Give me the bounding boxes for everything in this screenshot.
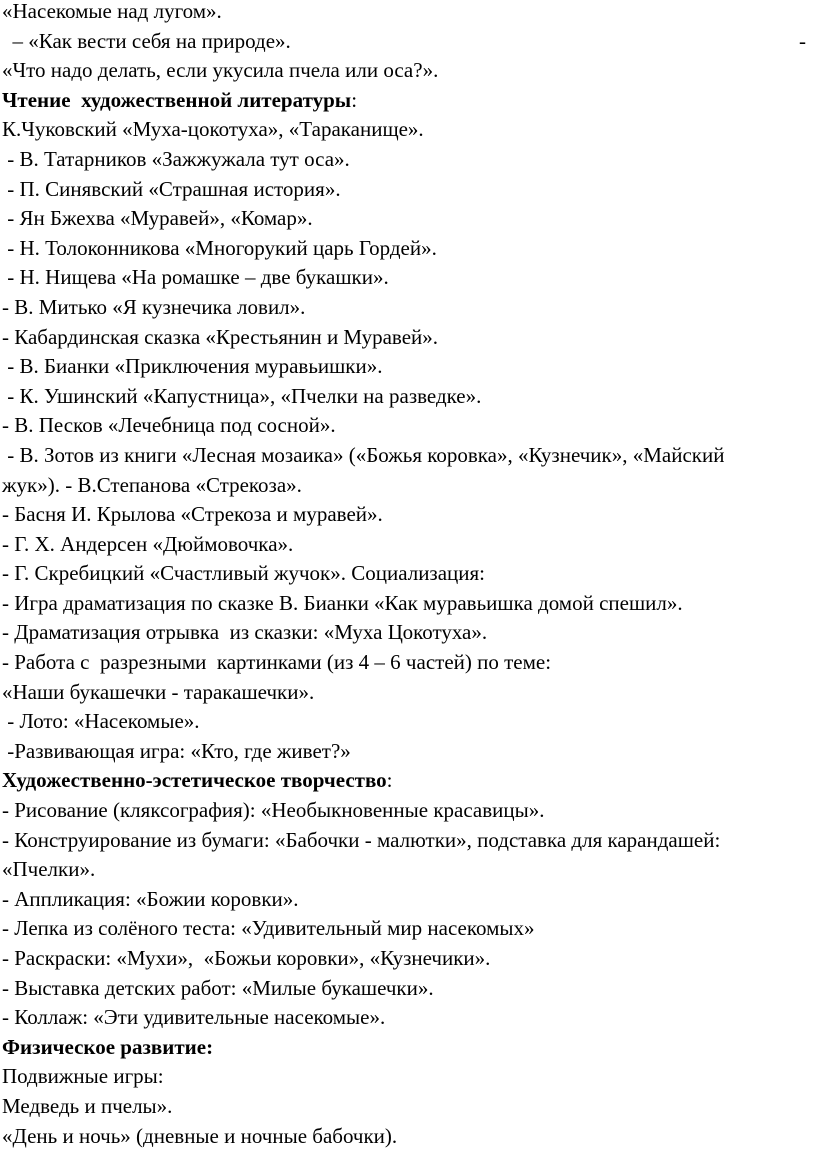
text-line	[2, 1122, 816, 1152]
list-item	[2, 441, 816, 471]
line-text: «Насекомые над лугом».	[2, 0, 222, 23]
line-text: - Аппликация: «Божии коровки».	[2, 886, 299, 911]
list-item	[2, 175, 816, 205]
list-item-continuation	[2, 471, 816, 501]
text-line	[2, 115, 816, 145]
section-heading-colon: :	[351, 87, 358, 112]
line-text: - В. Татарников «Зажжужала тут оса».	[2, 146, 350, 171]
list-item	[2, 411, 816, 441]
list-item	[2, 1003, 816, 1033]
line-text: – «Как вести себя на природе».	[2, 28, 291, 53]
list-item	[2, 234, 816, 264]
list-item	[2, 885, 816, 915]
text-line	[2, 1062, 816, 1092]
line-text: «Что надо делать, если укусила пчела или оса?».	[2, 58, 439, 83]
line-text: «Наши букашечки - таракашечки».	[2, 679, 315, 704]
text-line	[2, 27, 816, 57]
list-item	[2, 263, 816, 293]
line-text: - Коллаж: «Эти удивительные насекомые».	[2, 1005, 386, 1030]
list-item	[2, 500, 816, 530]
section-heading	[2, 1033, 816, 1063]
section-heading	[2, 766, 816, 796]
section-heading-bold: Чтение художественной литературы	[2, 87, 352, 112]
line-text: - Работа с разрезными картинками (из 4 – 6 частей) по теме:	[2, 650, 552, 675]
list-item	[2, 618, 816, 648]
line-text: - Раскраски: «Мухи», «Божьи коровки», «Кузнечики».	[2, 946, 491, 970]
list-item	[2, 352, 816, 382]
list-item	[2, 974, 816, 1004]
section-heading-colon: :	[386, 768, 393, 793]
list-item	[2, 559, 816, 589]
line-text: -Развивающая игра: «Кто, где живет?»	[2, 738, 351, 763]
section-heading	[2, 86, 816, 116]
list-item	[2, 204, 816, 234]
line-text: - В. Митько «Я кузнечика ловил».	[2, 294, 306, 319]
line-text: - Н. Нищева «На ромашке – две букашки».	[2, 265, 389, 290]
line-text: - В. Бианки «Приключения муравьишки».	[2, 354, 383, 379]
line-text: - Ян Бжехва «Муравей», «Комар».	[2, 206, 313, 231]
line-text: - Драматизация отрывка из сказки: «Муха Цокотуха».	[2, 620, 488, 645]
section-heading-bold: Художественно-эстетическое творчество	[2, 768, 387, 793]
line-text: - В. Зотов из книги «Лесная мозаика» («Божья коровка», «Кузнечик», «Майский	[2, 442, 725, 467]
section-heading-bold: Физическое развитие:	[2, 1034, 214, 1059]
line-text: «Пчелки».	[2, 857, 96, 882]
text-line	[2, 56, 816, 86]
line-text: - П. Синявский «Страшная история».	[2, 176, 341, 201]
list-item	[2, 796, 816, 826]
line-text: Подвижные игры:	[2, 1064, 164, 1089]
list-item	[2, 826, 816, 856]
list-item	[2, 737, 816, 767]
line-text: «День и ночь» (дневные и ночные бабочки).	[2, 1123, 398, 1148]
line-text: - Н. Толоконникова «Многорукий царь Гордей».	[2, 235, 437, 260]
line-text: - Выставка детских работ: «Милые букашечки».	[2, 975, 434, 1000]
line-text: жук»). - В.Степанова «Стрекоза».	[2, 472, 302, 497]
line-text: - Г. Х. Андерсен «Дюймовочка».	[2, 531, 294, 556]
line-text: - Кабардинская сказка «Крестьянин и Муравей».	[2, 324, 439, 349]
line-text: - Игра драматизация по сказке В. Бианки «Как муравьишка домой спешил».	[2, 590, 683, 615]
list-item-continuation	[2, 678, 816, 708]
line-text: - Конструирование из бумаги: «Бабочки - малютки», подставка для карандашей:	[2, 827, 721, 852]
list-item	[2, 589, 816, 619]
line-text: - Лепка из солёного теста: «Удивительный мир насекомых»	[2, 916, 535, 941]
line-text: К.Чуковский «Муха-цокотуха», «Тараканище».	[2, 117, 424, 142]
list-item	[2, 648, 816, 678]
line-text: - В. Песков «Лечебница под сосной».	[2, 413, 336, 438]
line-text: - Лото: «Насекомые».	[2, 709, 200, 734]
line-text: - Г. Скребицкий «Счастливый жучок». Социализация:	[2, 561, 486, 586]
list-item	[2, 382, 816, 412]
list-item	[2, 707, 816, 737]
line-text: - К. Ушинский «Капустница», «Пчелки на разведке».	[2, 383, 482, 408]
list-item	[2, 145, 816, 175]
list-item	[2, 914, 816, 944]
list-item	[2, 944, 816, 974]
text-line	[2, 0, 816, 27]
line-text: - Басня И. Крылова «Стрекоза и муравей».	[2, 502, 383, 527]
list-item	[2, 293, 816, 323]
list-item	[2, 323, 816, 353]
line-text: - Рисование (кляксография): «Необыкновенные красавицы».	[2, 798, 545, 823]
list-item	[2, 530, 816, 560]
line-text: Медведь и пчелы».	[2, 1093, 173, 1118]
list-item-continuation	[2, 855, 816, 885]
right-margin-dash: -	[799, 28, 806, 53]
text-line	[2, 1092, 816, 1122]
